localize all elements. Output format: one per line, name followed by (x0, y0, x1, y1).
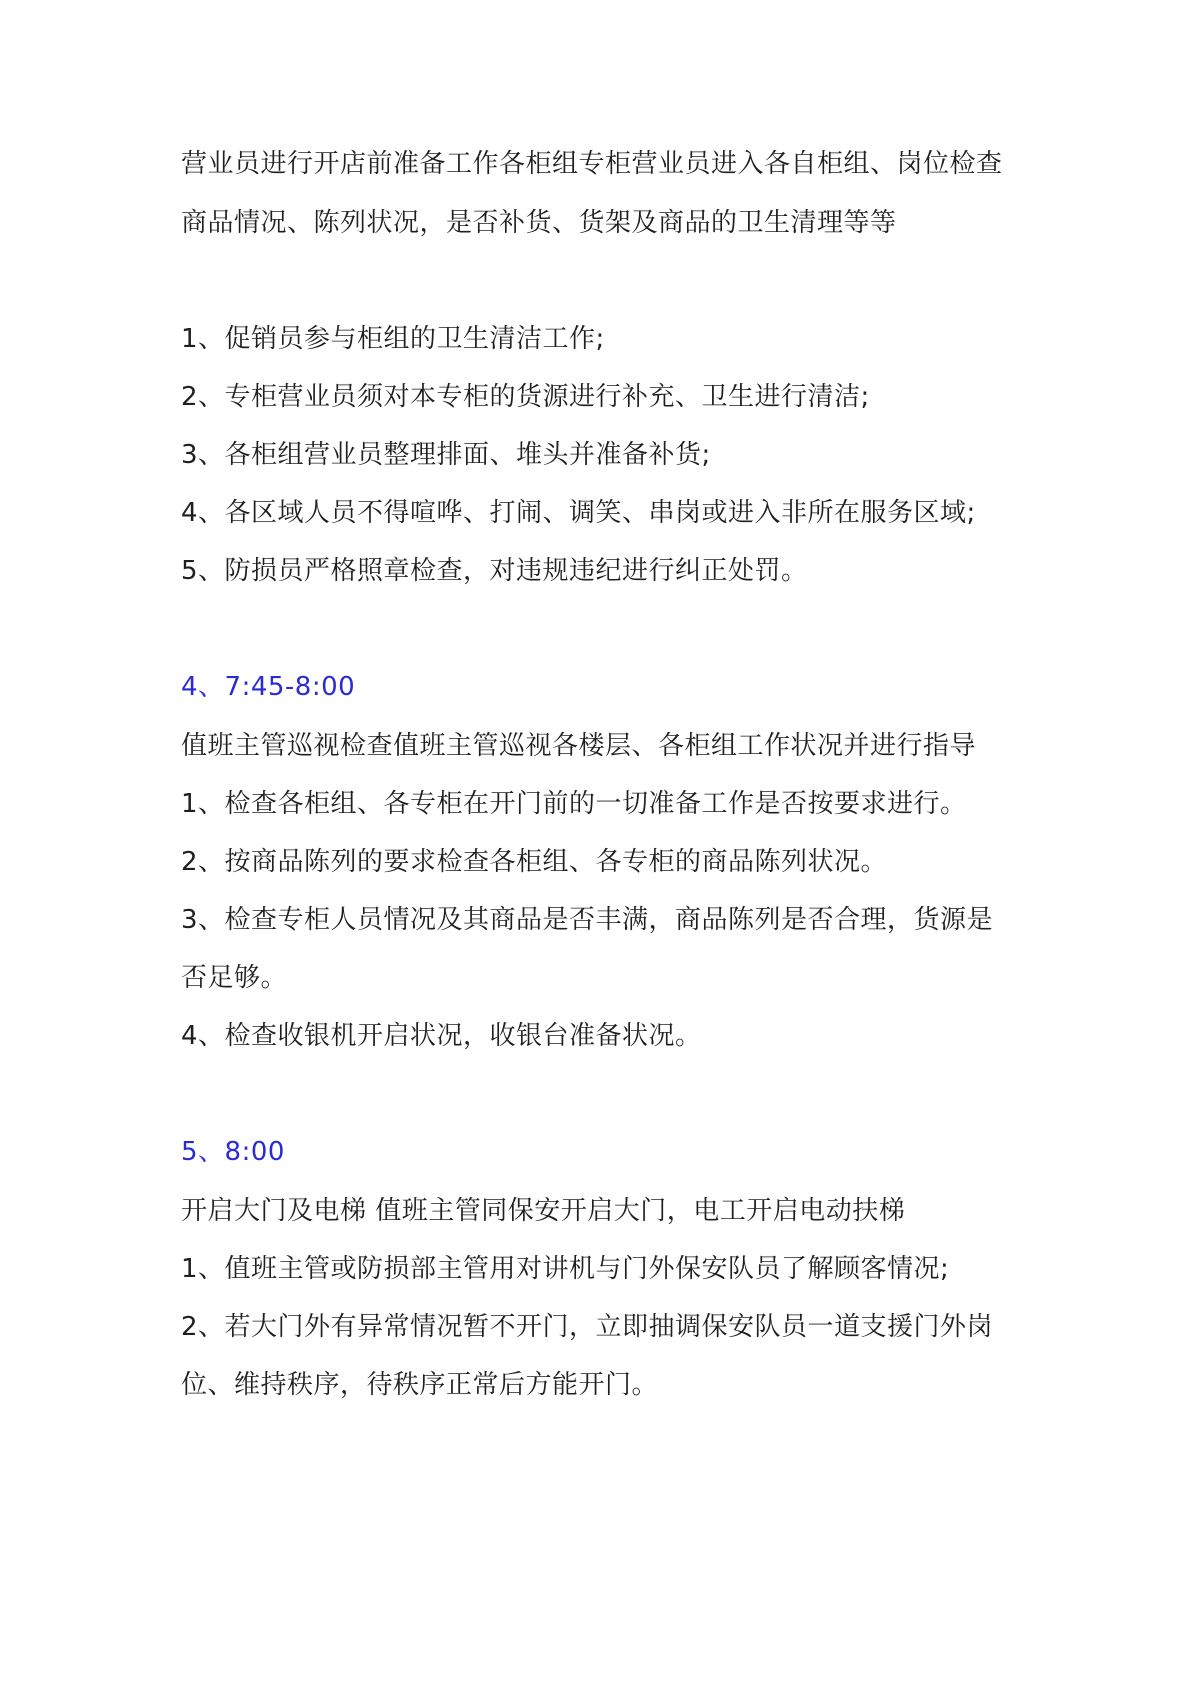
list-item-continuation: 否足够。 (181, 963, 288, 993)
list-item: 2、按商品陈列的要求检查各柜组、各专柜的商品陈列状况。 (181, 847, 888, 877)
list-item: 1、促销员参与柜组的卫生清洁工作; (181, 324, 605, 354)
list-item: 4、检查收银机开启状况，收银台准备状况。 (181, 1021, 702, 1051)
section-5-heading: 5、8:00 (181, 1137, 285, 1167)
list-item: 1、值班主管或防损部主管用对讲机与门外保安队员了解顾客情况; (181, 1254, 950, 1284)
section-5-summary: 开启大门及电梯 值班主管同保安开启大门，电工开启电动扶梯 (181, 1196, 906, 1226)
intro-line-1: 营业员进行开店前准备工作各柜组专柜营业员进入各自柜组、岗位检查 (181, 149, 1003, 179)
intro-line-2: 商品情况、陈列状况，是否补货、货架及商品的卫生清理等等 (181, 208, 897, 238)
list-item: 4、各区域人员不得喧哗、打闹、调笑、串岗或进入非所在服务区域; (181, 498, 976, 528)
list-item: 3、检查专柜人员情况及其商品是否丰满，商品陈列是否合理，货源是 (181, 905, 994, 935)
section-4-summary: 值班主管巡视检查值班主管巡视各楼层、各柜组工作状况并进行指导 (181, 731, 977, 761)
section-4-heading: 4、7:45-8:00 (181, 672, 356, 702)
list-item: 3、各柜组营业员整理排面、堆头并准备补货; (181, 440, 711, 470)
list-item: 1、检查各柜组、各专柜在开门前的一切准备工作是否按要求进行。 (181, 789, 967, 819)
list-item: 2、若大门外有异常情况暂不开门，立即抽调保安队员一道支援门外岗 (181, 1312, 994, 1342)
list-item: 2、专柜营业员须对本专柜的货源进行补充、卫生进行清洁; (181, 382, 870, 412)
list-item: 5、防损员严格照章检查，对违规违纪进行纠正处罚。 (181, 556, 808, 586)
list-item-continuation: 位、维持秩序，待秩序正常后方能开门。 (181, 1370, 659, 1400)
